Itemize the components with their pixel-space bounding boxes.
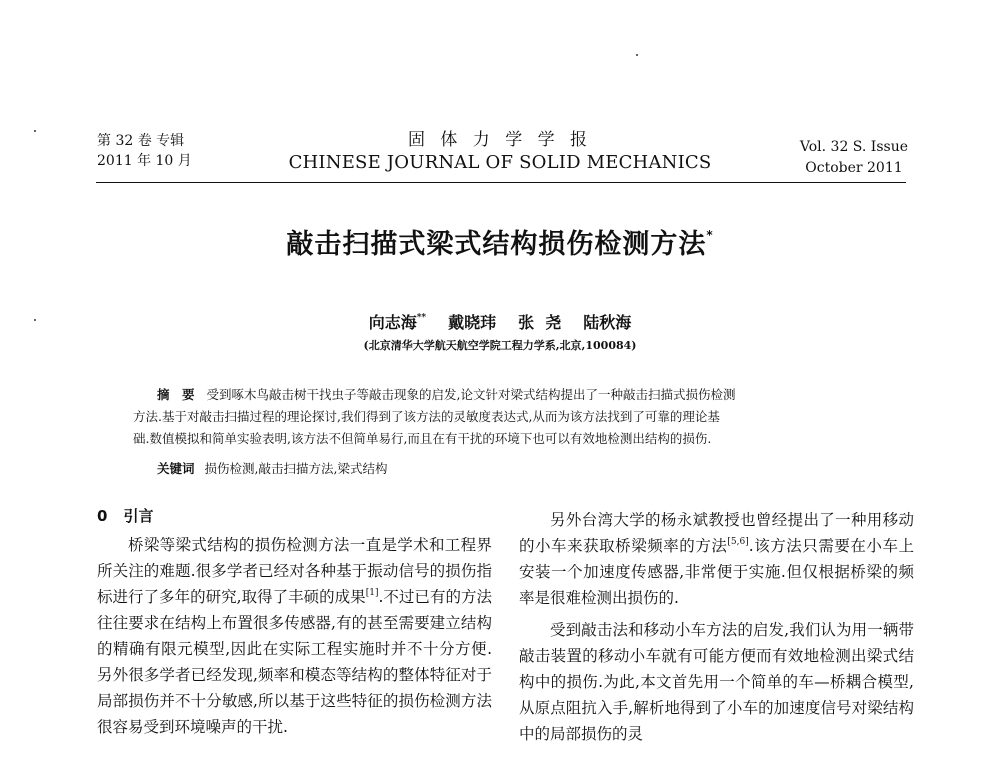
date-en: October 2011	[805, 160, 903, 176]
abstract-line-3: 础.数值模拟和简单实验表明,该方法不但简单易行,而且在有干扰的环境下也可以有效地检测出结构的损伤.	[133, 431, 712, 446]
paragraph	[519, 507, 914, 611]
date-cn: 2011 年 10 月	[97, 153, 192, 169]
affiliation: (北京清华大学航天航空学院工程力学系,北京,100084)	[363, 339, 637, 352]
journal-name	[230, 129, 770, 175]
paragraph	[97, 532, 492, 740]
section-number: 0	[97, 507, 108, 525]
paragraph-text: 桥梁等梁式结构的损伤检测方法一直是学术和工程界所关注的难题.很多学者已经对各种基于振动信号的损伤指标进行了多年的研究,取得了丰硕的成果	[97, 536, 492, 606]
volume-cn: 第 32 卷 专辑	[97, 133, 185, 149]
paragraph-text: 另外台湾大学的杨永斌教授也曾经提出了一种用移动的小车来获取桥梁频率的方法	[519, 511, 914, 555]
citation: [1]	[365, 588, 379, 598]
keywords-text: 损伤检测,敲击扫描方法,梁式结构	[204, 461, 388, 476]
title-footnote-mark: *	[706, 228, 714, 242]
keywords	[157, 458, 387, 480]
keywords-label: 关键词	[157, 461, 195, 476]
scan-speck	[636, 54, 638, 56]
right-column	[519, 507, 914, 747]
abstract-line-1	[133, 384, 873, 406]
paragraph-text: .该方法只需要在小车上安装一个加速度传感器,非常便于实施.但仅根据桥梁的频率是很难检测出损伤的.	[519, 537, 914, 607]
volume-en: Vol. 32 S. Issue	[799, 139, 908, 155]
paragraph-text: .不过已有的方法往往要求在结构上布置很多传感器,有的甚至需要建立结构的精确有限元模型,因此在实际工程实施时并不十分方便.另外很多学者已经发现,频率和模态等结构的整体特征对于局部损伤并不十分敏感,所以基于这些特征的损伤检测方法很容易受到环境噪声的干扰.	[97, 588, 492, 736]
section-heading	[97, 506, 492, 526]
abstract-label: 摘 要	[157, 387, 195, 402]
author-2: 戴晓玮	[448, 313, 497, 332]
paper-title	[0, 222, 1000, 261]
scan-speck	[34, 130, 36, 132]
paragraph: 受到敲击法和移动小车方法的启发,我们认为用一辆带敲击装置的移动小车就有可能方便而有效地检测出梁式结构中的损伤.为此,本文首先用一个简单的车—桥耦合模型,从原点阻抗入手,解析地得到了小车的加速度信号对梁结构中的局部损伤的灵	[519, 621, 914, 743]
abstract-text-1: 受到啄木鸟敲击树干找虫子等敲击现象的启发,论文针对梁式结构提出了一种敲击扫描式损伤检测	[206, 387, 736, 402]
author-1-mark: **	[416, 313, 427, 323]
journal-issue-cn	[97, 131, 192, 171]
left-column	[97, 506, 492, 740]
abstract	[133, 384, 873, 450]
section-title: 引言	[123, 507, 154, 525]
paper-title-text: 敲击扫描式梁式结构损伤检测方法	[286, 229, 707, 260]
journal-name-en: CHINESE JOURNAL OF SOLID MECHANICS	[288, 152, 712, 173]
author-1	[369, 313, 426, 332]
abstract-line-2: 方法.基于对敲击扫描过程的理论探讨,我们得到了该方法的灵敏度表达式,从而为该方法找到了可靠的理论基	[133, 409, 720, 424]
journal-issue-en	[800, 137, 908, 179]
header-rule	[96, 182, 906, 183]
author-1-name: 向志海	[368, 313, 417, 332]
journal-name-cn: 固 体 力 学 学 报	[407, 130, 593, 150]
author-4: 陆秋海	[583, 313, 632, 332]
author-list	[0, 310, 1000, 333]
author-3: 张 尧	[518, 313, 562, 332]
citation: [5,6]	[727, 537, 749, 547]
